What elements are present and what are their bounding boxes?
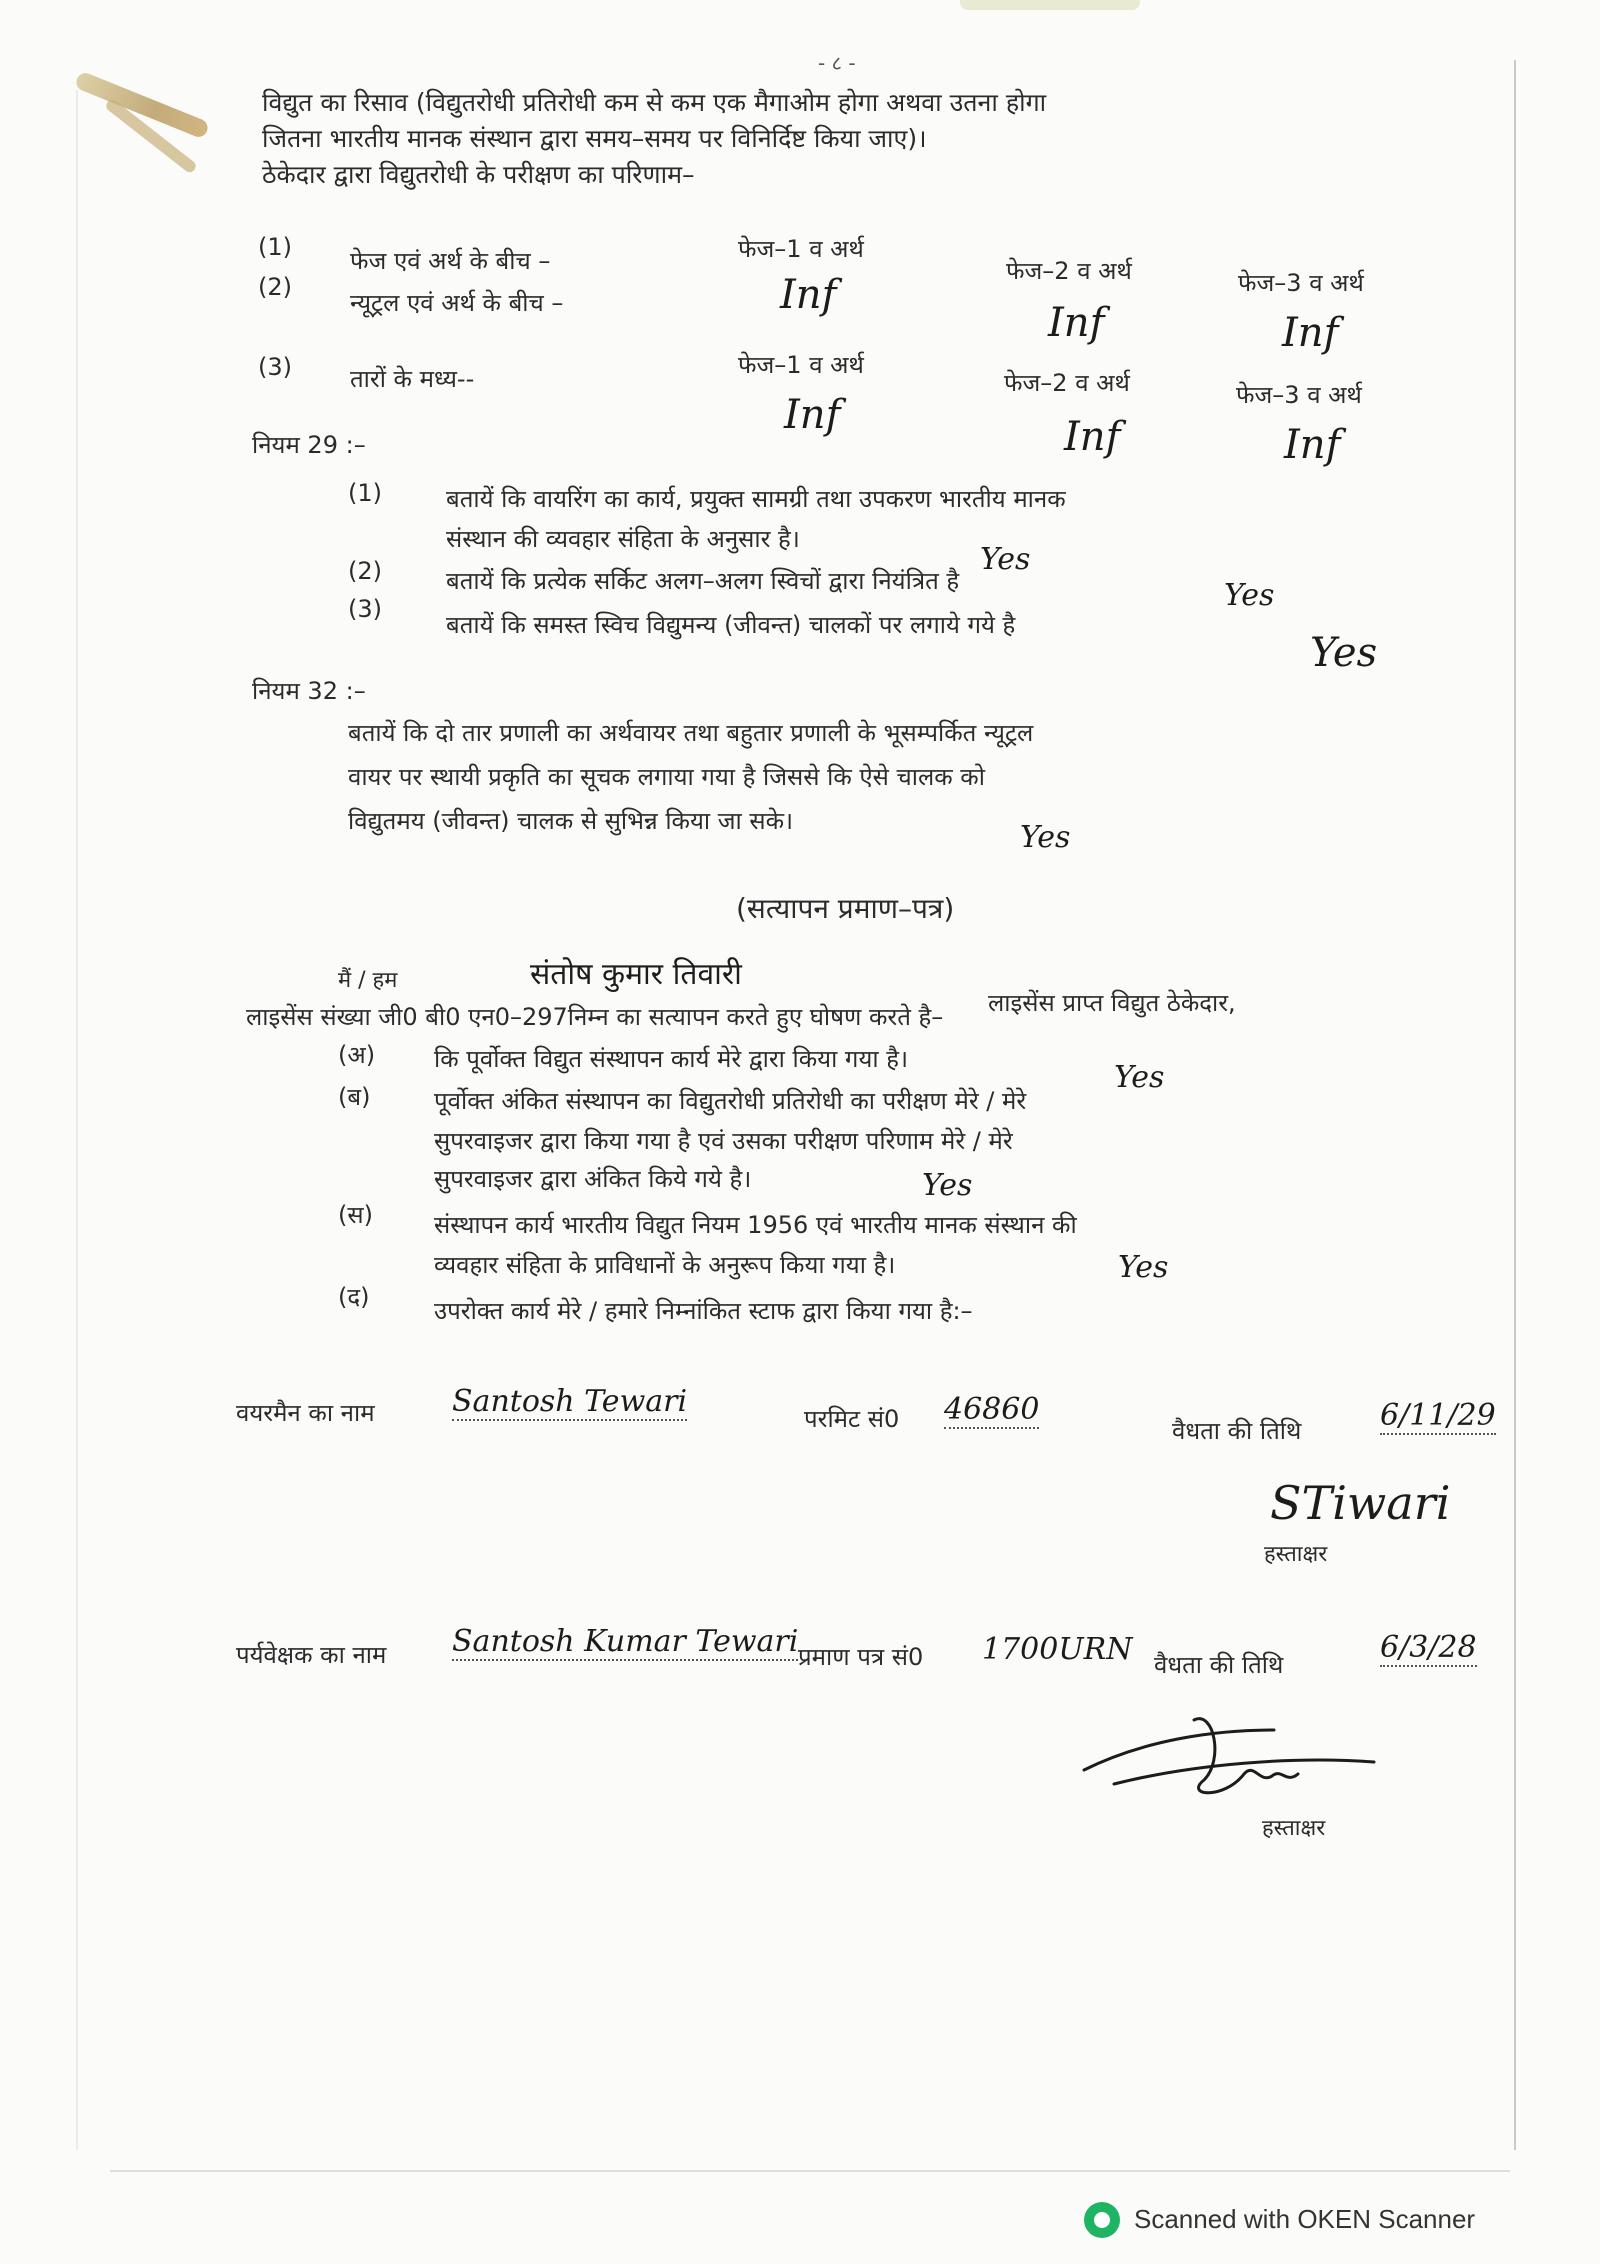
supervisor-name-label: पर्यवेक्षक का नाम bbox=[236, 1641, 387, 1669]
header-phase1: फेज–1 व अर्थ bbox=[738, 235, 864, 263]
header2-phase2: फेज–2 व अर्थ bbox=[1004, 369, 1130, 397]
rule-29-item-2-text: बतायें कि प्रत्येक सर्किट अलग–अलग स्विचों द्वारा नियंत्रित है bbox=[446, 567, 960, 595]
result-between-wires-1: Inf bbox=[784, 392, 841, 438]
rule-29-item-3-number: (3) bbox=[348, 595, 382, 623]
cert-d-text: उपरोक्त कार्य मेरे / हमारे निम्नांकित स्टाफ द्वारा किया गया है:– bbox=[434, 1297, 973, 1325]
cert-a-text: कि पूर्वोक्त विद्युत संस्थापन कार्य मेरे द्वारा किया गया है। bbox=[434, 1045, 909, 1073]
cert-b-answer: Yes bbox=[922, 1168, 973, 1203]
license-number-line: लाइसेंस संख्या जी0 बी0 एन0–297निम्न का सत्यापन करते हुए घोषण करते है– bbox=[246, 1003, 944, 1031]
test-1-label: फेज एवं अर्थ के बीच – bbox=[350, 247, 551, 275]
result-phase2-earth: Inf bbox=[1048, 300, 1105, 346]
rule-29-item-1-answer: Yes bbox=[980, 542, 1031, 577]
supervisor-name-value: Santosh Kumar Tewari bbox=[452, 1624, 799, 1659]
wireman-name-label: वयरमैन का नाम bbox=[236, 1399, 375, 1427]
test-2-number: (2) bbox=[258, 273, 292, 301]
rule-32-line-2: वायर पर स्थायी प्रकृति का सूचक लगाया गया है जिससे कि ऐसे चालक को bbox=[348, 763, 985, 791]
cert-c-line-1: संस्थापन कार्य भारतीय विद्युत नियम 1956 एवं भारतीय मानक संस्थान की bbox=[434, 1211, 1077, 1239]
licensed-contractor-label: लाइसेंस प्राप्त विद्युत ठेकेदार, bbox=[988, 989, 1236, 1017]
permit-number-value: 46860 bbox=[944, 1392, 1040, 1427]
wireman-signature: STiwari bbox=[1270, 1476, 1451, 1530]
rule-32-line-1: बतायें कि दो तार प्रणाली का अर्थवायर तथा बहुतार प्रणाली के भूसम्पर्कित न्यूट्रल bbox=[348, 719, 1034, 747]
rule-29-item-1-line-2: संस्थान की व्यवहार संहिता के अनुसार है। bbox=[446, 525, 800, 553]
intro-line-2: जितना भारतीय मानक संस्थान द्वारा समय–समय पर विनिर्दिष्ट किया जाए)। bbox=[262, 124, 927, 153]
rule-29-heading: नियम 29 :– bbox=[252, 431, 366, 459]
rule-29-item-2-answer: Yes bbox=[1224, 578, 1275, 613]
cert-b-line-1: पूर्वोक्त अंकित संस्थापन का विद्युतरोधी प्रतिरोधी का परीक्षण मेरे / मेरे bbox=[434, 1087, 1027, 1115]
test-1-number: (1) bbox=[258, 233, 292, 261]
test-3-number: (3) bbox=[258, 353, 292, 381]
rule-29-item-3-text: बतायें कि समस्त स्विच विद्युमन्य (जीवन्त) चालकों पर लगाये गये है bbox=[446, 611, 1016, 639]
test-2-label: न्यूट्रल एवं अर्थ के बीच – bbox=[350, 289, 564, 317]
page-edge-bottom bbox=[110, 2170, 1510, 2172]
supervisor-signature bbox=[1074, 1700, 1384, 1810]
header-phase3: फेज–3 व अर्थ bbox=[1238, 269, 1364, 297]
cert-c-line-2: व्यवहार संहिता के प्राविधानों के अनुरूप किया गया है। bbox=[434, 1251, 896, 1279]
header2-phase1: फेज–1 व अर्थ bbox=[738, 351, 864, 379]
page-edge-top bbox=[960, 0, 1140, 10]
cert-b-line-3: सुपरवाइजर द्वारा अंकित किये गये है। bbox=[434, 1165, 752, 1193]
scanner-logo-icon bbox=[1084, 2202, 1120, 2238]
result-between-wires-3: Inf bbox=[1284, 422, 1341, 468]
cert-c-answer: Yes bbox=[1118, 1250, 1169, 1285]
me-we-label: मैं / हम bbox=[338, 968, 398, 993]
certificate-number-label: प्रमाण पत्र सं0 bbox=[798, 1643, 924, 1671]
scanner-watermark: Scanned with OKEN Scanner bbox=[1134, 2204, 1476, 2234]
cert-a-number: (अ) bbox=[338, 1041, 376, 1069]
rule-29-item-1-line-1: बतायें कि वायरिंग का कार्य, प्रयुक्त सामग्री तथा उपकरण भारतीय मानक bbox=[446, 485, 1066, 513]
rule-32-answer: Yes bbox=[1020, 820, 1071, 855]
supervisor-validity-label: वैधता की तिथि bbox=[1154, 1651, 1284, 1679]
header2-phase3: फेज–3 व अर्थ bbox=[1236, 381, 1362, 409]
rule-29-item-2-number: (2) bbox=[348, 557, 382, 585]
result-between-wires-2: Inf bbox=[1064, 414, 1121, 460]
result-phase3-earth: Inf bbox=[1282, 310, 1339, 356]
cert-a-answer: Yes bbox=[1114, 1060, 1165, 1095]
wireman-name-value: Santosh Tewari bbox=[452, 1384, 688, 1419]
wireman-validity-label: वैधता की तिथि bbox=[1172, 1417, 1302, 1445]
page-number: - ८ - bbox=[818, 51, 856, 75]
supervisor-validity-value: 6/3/28 bbox=[1380, 1630, 1477, 1665]
cert-c-number: (स) bbox=[338, 1201, 373, 1229]
test-3-label: तारों के मध्य-- bbox=[350, 365, 475, 393]
intro-line-1: विद्युत का रिसाव (विद्युतरोधी प्रतिरोधी कम से कम एक मैगाओम होगा अथवा उतना होगा bbox=[262, 88, 1047, 117]
intro-line-3: ठेकेदार द्वारा विद्युतरोधी के परीक्षण का परिणाम– bbox=[262, 160, 695, 189]
wireman-signature-label: हस्ताक्षर bbox=[1264, 1542, 1328, 1567]
header-phase2: फेज–2 व अर्थ bbox=[1006, 257, 1132, 285]
rule-32-line-3: विद्युतमय (जीवन्त) चालक से सुभिन्न किया जा सके। bbox=[348, 807, 794, 835]
page-edge-left bbox=[76, 90, 78, 2150]
certificate-title: (सत्यापन प्रमाण–पत्र) bbox=[736, 892, 955, 925]
cert-d-number: (द) bbox=[338, 1283, 370, 1311]
contractor-name: संतोष कुमार तिवारी bbox=[530, 957, 742, 992]
permit-number-label: परमिट सं0 bbox=[804, 1405, 900, 1433]
rule-29-item-3-answer: Yes bbox=[1310, 630, 1378, 676]
page-edge-right bbox=[1514, 60, 1516, 2150]
cert-b-line-2: सुपरवाइजर द्वारा किया गया है एवं उसका परीक्षण परिणाम मेरे / मेरे bbox=[434, 1127, 1013, 1155]
wireman-validity-value: 6/11/29 bbox=[1380, 1398, 1496, 1433]
result-phase1-earth: Inf bbox=[780, 272, 837, 318]
certificate-number-value: 1700URN bbox=[982, 1632, 1133, 1667]
cert-b-number: (ब) bbox=[338, 1083, 371, 1111]
rule-29-item-1-number: (1) bbox=[348, 479, 382, 507]
rule-32-heading: नियम 32 :– bbox=[252, 677, 366, 705]
supervisor-signature-label: हस्ताक्षर bbox=[1262, 1816, 1326, 1841]
